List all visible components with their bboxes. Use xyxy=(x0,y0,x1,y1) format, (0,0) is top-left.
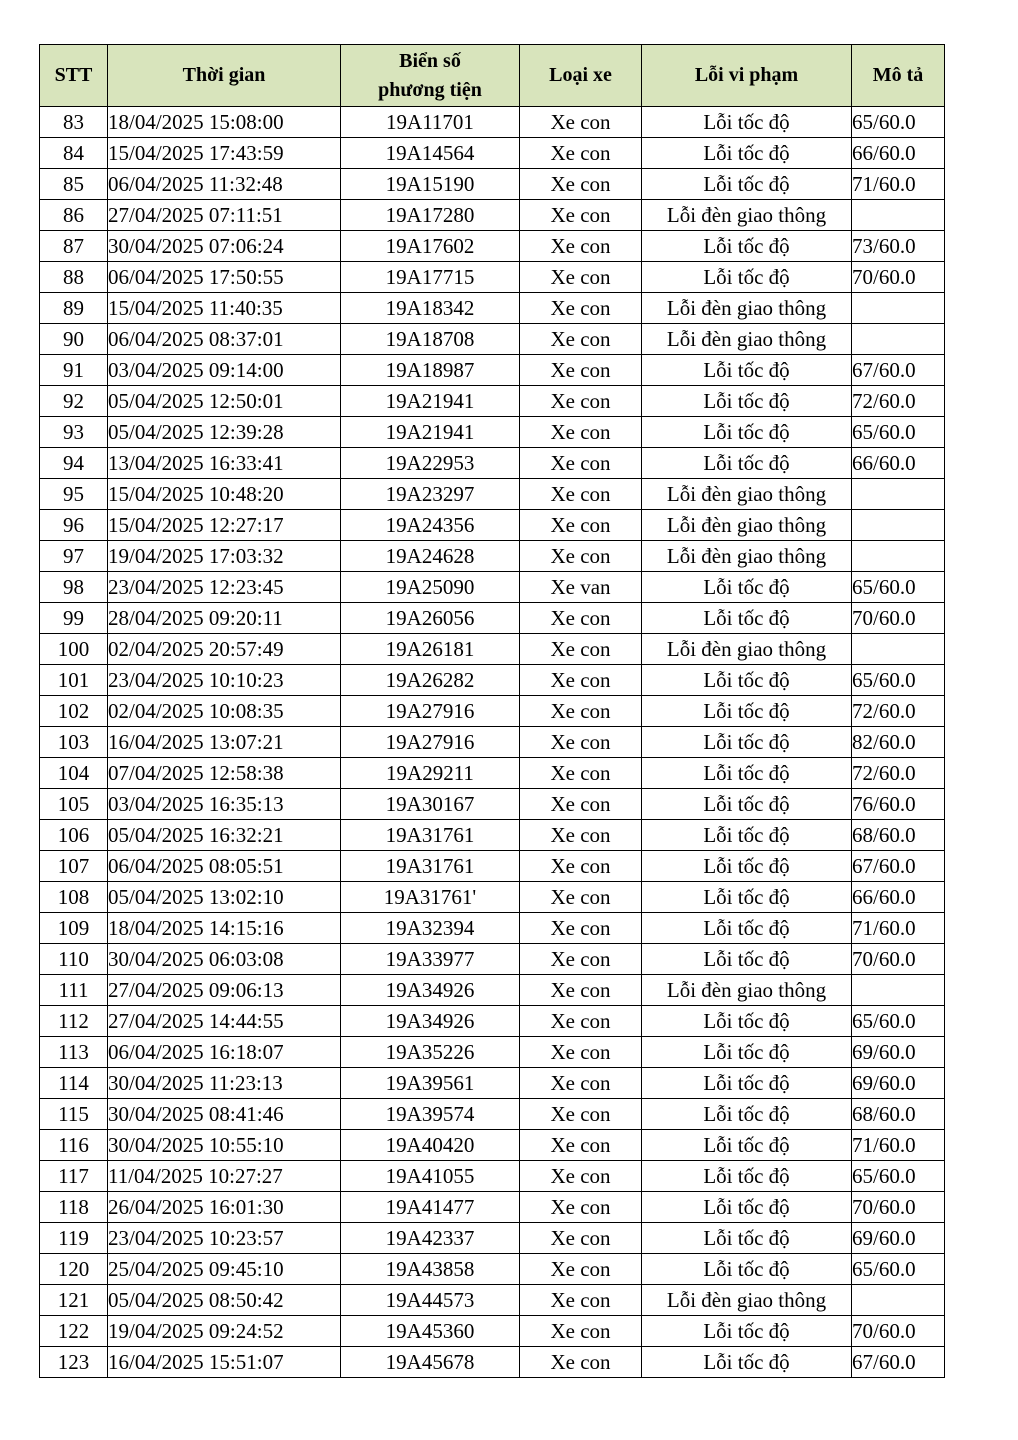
cell-stt: 87 xyxy=(40,231,108,262)
cell-stt: 105 xyxy=(40,789,108,820)
cell-stt: 103 xyxy=(40,727,108,758)
cell-description xyxy=(852,324,945,355)
cell-stt: 121 xyxy=(40,1285,108,1316)
cell-description: 65/60.0 xyxy=(852,572,945,603)
cell-time: 16/04/2025 15:51:07 xyxy=(108,1347,341,1378)
cell-violation: Lỗi tốc độ xyxy=(642,231,852,262)
cell-vehicle-type: Xe con xyxy=(520,355,642,386)
header-row xyxy=(40,45,945,107)
cell-time: 19/04/2025 09:24:52 xyxy=(108,1316,341,1347)
cell-description: 67/60.0 xyxy=(852,851,945,882)
cell-vehicle-type: Xe con xyxy=(520,1347,642,1378)
cell-plate: 19A32394 xyxy=(341,913,520,944)
header-plate xyxy=(341,45,520,107)
cell-violation: Lỗi tốc độ xyxy=(642,882,852,913)
cell-violation: Lỗi đèn giao thông xyxy=(642,200,852,231)
cell-vehicle-type: Xe con xyxy=(520,417,642,448)
cell-description: 65/60.0 xyxy=(852,665,945,696)
cell-plate: 19A34926 xyxy=(341,975,520,1006)
table-row xyxy=(40,572,945,603)
table-row xyxy=(40,758,945,789)
cell-description xyxy=(852,975,945,1006)
table-row xyxy=(40,1068,945,1099)
cell-violation: Lỗi tốc độ xyxy=(642,1099,852,1130)
cell-time: 02/04/2025 10:08:35 xyxy=(108,696,341,727)
cell-time: 15/04/2025 11:40:35 xyxy=(108,293,341,324)
table-row xyxy=(40,634,945,665)
cell-plate: 19A34926 xyxy=(341,1006,520,1037)
table-row xyxy=(40,1006,945,1037)
cell-stt: 98 xyxy=(40,572,108,603)
cell-violation: Lỗi tốc độ xyxy=(642,107,852,138)
cell-violation: Lỗi tốc độ xyxy=(642,262,852,293)
header-vehicle-type: Loại xe xyxy=(520,45,642,107)
header-plate-line2: phương tiện xyxy=(378,78,482,101)
cell-time: 30/04/2025 08:41:46 xyxy=(108,1099,341,1130)
cell-vehicle-type: Xe con xyxy=(520,448,642,479)
cell-violation: Lỗi tốc độ xyxy=(642,944,852,975)
cell-stt: 112 xyxy=(40,1006,108,1037)
cell-time: 11/04/2025 10:27:27 xyxy=(108,1161,341,1192)
cell-time: 05/04/2025 12:50:01 xyxy=(108,386,341,417)
cell-plate: 19A45360 xyxy=(341,1316,520,1347)
cell-violation: Lỗi đèn giao thông xyxy=(642,541,852,572)
cell-time: 07/04/2025 12:58:38 xyxy=(108,758,341,789)
table-row xyxy=(40,1223,945,1254)
cell-violation: Lỗi đèn giao thông xyxy=(642,634,852,665)
cell-stt: 114 xyxy=(40,1068,108,1099)
table-row xyxy=(40,1099,945,1130)
cell-time: 30/04/2025 07:06:24 xyxy=(108,231,341,262)
cell-stt: 85 xyxy=(40,169,108,200)
cell-violation: Lỗi tốc độ xyxy=(642,169,852,200)
cell-violation: Lỗi tốc độ xyxy=(642,913,852,944)
cell-time: 27/04/2025 07:11:51 xyxy=(108,200,341,231)
cell-vehicle-type: Xe con xyxy=(520,603,642,634)
cell-plate: 19A30167 xyxy=(341,789,520,820)
cell-stt: 109 xyxy=(40,913,108,944)
cell-description xyxy=(852,293,945,324)
cell-plate: 19A26056 xyxy=(341,603,520,634)
table-body xyxy=(40,107,945,1378)
cell-vehicle-type: Xe con xyxy=(520,510,642,541)
cell-stt: 108 xyxy=(40,882,108,913)
cell-vehicle-type: Xe con xyxy=(520,479,642,510)
cell-description xyxy=(852,200,945,231)
cell-violation: Lỗi tốc độ xyxy=(642,696,852,727)
cell-vehicle-type: Xe con xyxy=(520,169,642,200)
cell-time: 30/04/2025 11:23:13 xyxy=(108,1068,341,1099)
cell-time: 15/04/2025 17:43:59 xyxy=(108,138,341,169)
cell-description: 65/60.0 xyxy=(852,1254,945,1285)
cell-vehicle-type: Xe con xyxy=(520,1285,642,1316)
cell-stt: 116 xyxy=(40,1130,108,1161)
cell-time: 16/04/2025 13:07:21 xyxy=(108,727,341,758)
table-row xyxy=(40,913,945,944)
cell-violation: Lỗi tốc độ xyxy=(642,417,852,448)
cell-violation: Lỗi tốc độ xyxy=(642,1223,852,1254)
cell-vehicle-type: Xe con xyxy=(520,944,642,975)
table-row xyxy=(40,386,945,417)
cell-violation: Lỗi tốc độ xyxy=(642,789,852,820)
cell-description: 70/60.0 xyxy=(852,603,945,634)
cell-vehicle-type: Xe con xyxy=(520,882,642,913)
header-violation: Lỗi vi phạm xyxy=(642,45,852,107)
cell-time: 15/04/2025 10:48:20 xyxy=(108,479,341,510)
cell-violation: Lỗi tốc độ xyxy=(642,572,852,603)
table-row xyxy=(40,107,945,138)
table-row xyxy=(40,541,945,572)
cell-stt: 110 xyxy=(40,944,108,975)
cell-plate: 19A17280 xyxy=(341,200,520,231)
cell-description: 67/60.0 xyxy=(852,1347,945,1378)
cell-violation: Lỗi đèn giao thông xyxy=(642,324,852,355)
cell-plate: 19A25090 xyxy=(341,572,520,603)
cell-violation: Lỗi tốc độ xyxy=(642,138,852,169)
cell-vehicle-type: Xe con xyxy=(520,634,642,665)
violations-table xyxy=(39,44,945,1378)
cell-time: 05/04/2025 16:32:21 xyxy=(108,820,341,851)
cell-stt: 84 xyxy=(40,138,108,169)
cell-vehicle-type: Xe con xyxy=(520,1254,642,1285)
table-row xyxy=(40,324,945,355)
cell-time: 19/04/2025 17:03:32 xyxy=(108,541,341,572)
cell-violation: Lỗi đèn giao thông xyxy=(642,1285,852,1316)
cell-vehicle-type: Xe con xyxy=(520,231,642,262)
cell-description: 73/60.0 xyxy=(852,231,945,262)
cell-description: 65/60.0 xyxy=(852,1006,945,1037)
cell-description: 68/60.0 xyxy=(852,820,945,851)
table-row xyxy=(40,262,945,293)
table-row xyxy=(40,138,945,169)
cell-vehicle-type: Xe con xyxy=(520,1161,642,1192)
cell-violation: Lỗi tốc độ xyxy=(642,820,852,851)
cell-plate: 19A44573 xyxy=(341,1285,520,1316)
cell-violation: Lỗi đèn giao thông xyxy=(642,510,852,541)
cell-plate: 19A11701 xyxy=(341,107,520,138)
table-row xyxy=(40,1254,945,1285)
cell-time: 30/04/2025 06:03:08 xyxy=(108,944,341,975)
cell-time: 03/04/2025 16:35:13 xyxy=(108,789,341,820)
cell-stt: 97 xyxy=(40,541,108,572)
cell-plate: 19A42337 xyxy=(341,1223,520,1254)
cell-stt: 93 xyxy=(40,417,108,448)
table-row xyxy=(40,944,945,975)
cell-violation: Lỗi tốc độ xyxy=(642,1037,852,1068)
cell-description xyxy=(852,510,945,541)
cell-violation: Lỗi tốc độ xyxy=(642,1192,852,1223)
cell-vehicle-type: Xe con xyxy=(520,1130,642,1161)
cell-stt: 88 xyxy=(40,262,108,293)
cell-plate: 19A17715 xyxy=(341,262,520,293)
cell-violation: Lỗi đèn giao thông xyxy=(642,293,852,324)
cell-description: 65/60.0 xyxy=(852,1161,945,1192)
table-row xyxy=(40,975,945,1006)
cell-violation: Lỗi đèn giao thông xyxy=(642,975,852,1006)
cell-description: 67/60.0 xyxy=(852,355,945,386)
cell-vehicle-type: Xe con xyxy=(520,1037,642,1068)
cell-plate: 19A31761 xyxy=(341,851,520,882)
cell-description: 71/60.0 xyxy=(852,913,945,944)
cell-violation: Lỗi tốc độ xyxy=(642,448,852,479)
cell-plate: 19A22953 xyxy=(341,448,520,479)
cell-plate: 19A24628 xyxy=(341,541,520,572)
table-row xyxy=(40,200,945,231)
table-row xyxy=(40,169,945,200)
cell-description: 76/60.0 xyxy=(852,789,945,820)
cell-violation: Lỗi tốc độ xyxy=(642,727,852,758)
header-stt: STT xyxy=(40,45,108,107)
cell-vehicle-type: Xe con xyxy=(520,696,642,727)
cell-description: 66/60.0 xyxy=(852,882,945,913)
table-row xyxy=(40,510,945,541)
cell-time: 26/04/2025 16:01:30 xyxy=(108,1192,341,1223)
cell-vehicle-type: Xe con xyxy=(520,262,642,293)
cell-plate: 19A45678 xyxy=(341,1347,520,1378)
cell-violation: Lỗi tốc độ xyxy=(642,1347,852,1378)
cell-plate: 19A24356 xyxy=(341,510,520,541)
table-header xyxy=(40,45,945,107)
cell-violation: Lỗi tốc độ xyxy=(642,603,852,634)
cell-stt: 95 xyxy=(40,479,108,510)
cell-time: 06/04/2025 08:05:51 xyxy=(108,851,341,882)
cell-time: 28/04/2025 09:20:11 xyxy=(108,603,341,634)
cell-stt: 113 xyxy=(40,1037,108,1068)
table-row xyxy=(40,696,945,727)
cell-vehicle-type: Xe con xyxy=(520,851,642,882)
table-row xyxy=(40,1037,945,1068)
cell-plate: 19A14564 xyxy=(341,138,520,169)
table-row xyxy=(40,1130,945,1161)
cell-time: 25/04/2025 09:45:10 xyxy=(108,1254,341,1285)
table-row xyxy=(40,603,945,634)
cell-description: 68/60.0 xyxy=(852,1099,945,1130)
cell-description: 65/60.0 xyxy=(852,417,945,448)
cell-plate: 19A31761 xyxy=(341,820,520,851)
cell-vehicle-type: Xe con xyxy=(520,727,642,758)
cell-stt: 106 xyxy=(40,820,108,851)
cell-description: 71/60.0 xyxy=(852,1130,945,1161)
cell-vehicle-type: Xe con xyxy=(520,1316,642,1347)
cell-description xyxy=(852,634,945,665)
cell-violation: Lỗi tốc độ xyxy=(642,1254,852,1285)
cell-violation: Lỗi tốc độ xyxy=(642,1006,852,1037)
cell-time: 27/04/2025 09:06:13 xyxy=(108,975,341,1006)
cell-stt: 123 xyxy=(40,1347,108,1378)
cell-stt: 96 xyxy=(40,510,108,541)
cell-plate: 19A29211 xyxy=(341,758,520,789)
cell-time: 27/04/2025 14:44:55 xyxy=(108,1006,341,1037)
table-row xyxy=(40,355,945,386)
cell-time: 23/04/2025 10:10:23 xyxy=(108,665,341,696)
cell-plate: 19A26181 xyxy=(341,634,520,665)
cell-violation: Lỗi tốc độ xyxy=(642,386,852,417)
cell-plate: 19A26282 xyxy=(341,665,520,696)
cell-stt: 83 xyxy=(40,107,108,138)
cell-vehicle-type: Xe con xyxy=(520,758,642,789)
cell-violation: Lỗi tốc độ xyxy=(642,1161,852,1192)
header-plate-line1: Biển số xyxy=(399,49,461,72)
cell-vehicle-type: Xe con xyxy=(520,1223,642,1254)
cell-time: 06/04/2025 17:50:55 xyxy=(108,262,341,293)
table-row xyxy=(40,1285,945,1316)
header-description: Mô tả xyxy=(852,45,945,107)
header-time: Thời gian xyxy=(108,45,341,107)
table-row xyxy=(40,851,945,882)
cell-time: 06/04/2025 08:37:01 xyxy=(108,324,341,355)
cell-plate: 19A41477 xyxy=(341,1192,520,1223)
cell-time: 23/04/2025 10:23:57 xyxy=(108,1223,341,1254)
table-row xyxy=(40,448,945,479)
cell-plate: 19A18987 xyxy=(341,355,520,386)
table-row xyxy=(40,1192,945,1223)
cell-stt: 122 xyxy=(40,1316,108,1347)
cell-description: 71/60.0 xyxy=(852,169,945,200)
cell-stt: 102 xyxy=(40,696,108,727)
table-row xyxy=(40,820,945,851)
cell-violation: Lỗi tốc độ xyxy=(642,851,852,882)
cell-description: 66/60.0 xyxy=(852,448,945,479)
cell-vehicle-type: Xe con xyxy=(520,665,642,696)
cell-time: 05/04/2025 12:39:28 xyxy=(108,417,341,448)
cell-stt: 94 xyxy=(40,448,108,479)
cell-description: 66/60.0 xyxy=(852,138,945,169)
cell-violation: Lỗi tốc độ xyxy=(642,1130,852,1161)
cell-plate: 19A43858 xyxy=(341,1254,520,1285)
cell-stt: 101 xyxy=(40,665,108,696)
cell-plate: 19A18708 xyxy=(341,324,520,355)
cell-plate: 19A39561 xyxy=(341,1068,520,1099)
cell-description xyxy=(852,541,945,572)
cell-violation: Lỗi đèn giao thông xyxy=(642,479,852,510)
cell-time: 06/04/2025 11:32:48 xyxy=(108,169,341,200)
cell-time: 05/04/2025 08:50:42 xyxy=(108,1285,341,1316)
cell-stt: 117 xyxy=(40,1161,108,1192)
cell-plate: 19A23297 xyxy=(341,479,520,510)
cell-plate: 19A35226 xyxy=(341,1037,520,1068)
cell-violation: Lỗi tốc độ xyxy=(642,355,852,386)
cell-description: 70/60.0 xyxy=(852,262,945,293)
cell-violation: Lỗi tốc độ xyxy=(642,665,852,696)
cell-plate: 19A39574 xyxy=(341,1099,520,1130)
cell-vehicle-type: Xe con xyxy=(520,293,642,324)
cell-description: 69/60.0 xyxy=(852,1068,945,1099)
cell-vehicle-type: Xe con xyxy=(520,1006,642,1037)
cell-time: 06/04/2025 16:18:07 xyxy=(108,1037,341,1068)
cell-time: 18/04/2025 14:15:16 xyxy=(108,913,341,944)
cell-vehicle-type: Xe con xyxy=(520,1068,642,1099)
table-row xyxy=(40,789,945,820)
cell-plate: 19A41055 xyxy=(341,1161,520,1192)
cell-stt: 100 xyxy=(40,634,108,665)
cell-vehicle-type: Xe con xyxy=(520,541,642,572)
cell-plate: 19A18342 xyxy=(341,293,520,324)
cell-plate: 19A27916 xyxy=(341,727,520,758)
cell-time: 02/04/2025 20:57:49 xyxy=(108,634,341,665)
cell-description xyxy=(852,479,945,510)
cell-description: 82/60.0 xyxy=(852,727,945,758)
cell-description: 72/60.0 xyxy=(852,758,945,789)
table-row xyxy=(40,1161,945,1192)
cell-description: 72/60.0 xyxy=(852,696,945,727)
table-row xyxy=(40,417,945,448)
cell-plate: 19A15190 xyxy=(341,169,520,200)
cell-stt: 107 xyxy=(40,851,108,882)
cell-vehicle-type: Xe con xyxy=(520,975,642,1006)
cell-vehicle-type: Xe con xyxy=(520,789,642,820)
cell-stt: 92 xyxy=(40,386,108,417)
table-row xyxy=(40,665,945,696)
cell-vehicle-type: Xe van xyxy=(520,572,642,603)
cell-plate: 19A40420 xyxy=(341,1130,520,1161)
cell-plate: 19A21941 xyxy=(341,386,520,417)
table-row xyxy=(40,882,945,913)
table-row xyxy=(40,293,945,324)
cell-plate: 19A17602 xyxy=(341,231,520,262)
cell-stt: 118 xyxy=(40,1192,108,1223)
cell-description: 72/60.0 xyxy=(852,386,945,417)
table-row xyxy=(40,1347,945,1378)
cell-description xyxy=(852,1285,945,1316)
cell-description: 70/60.0 xyxy=(852,1316,945,1347)
cell-plate: 19A33977 xyxy=(341,944,520,975)
cell-stt: 99 xyxy=(40,603,108,634)
cell-stt: 120 xyxy=(40,1254,108,1285)
cell-description: 65/60.0 xyxy=(852,107,945,138)
cell-plate: 19A21941 xyxy=(341,417,520,448)
cell-vehicle-type: Xe con xyxy=(520,386,642,417)
cell-stt: 119 xyxy=(40,1223,108,1254)
cell-vehicle-type: Xe con xyxy=(520,913,642,944)
cell-description: 69/60.0 xyxy=(852,1037,945,1068)
cell-plate: 19A31761' xyxy=(341,882,520,913)
cell-stt: 91 xyxy=(40,355,108,386)
cell-vehicle-type: Xe con xyxy=(520,107,642,138)
cell-time: 23/04/2025 12:23:45 xyxy=(108,572,341,603)
cell-violation: Lỗi tốc độ xyxy=(642,1316,852,1347)
cell-stt: 104 xyxy=(40,758,108,789)
cell-description: 70/60.0 xyxy=(852,944,945,975)
cell-stt: 90 xyxy=(40,324,108,355)
cell-stt: 115 xyxy=(40,1099,108,1130)
cell-time: 30/04/2025 10:55:10 xyxy=(108,1130,341,1161)
cell-stt: 111 xyxy=(40,975,108,1006)
cell-description: 70/60.0 xyxy=(852,1192,945,1223)
table-row xyxy=(40,479,945,510)
cell-time: 03/04/2025 09:14:00 xyxy=(108,355,341,386)
cell-time: 18/04/2025 15:08:00 xyxy=(108,107,341,138)
cell-violation: Lỗi tốc độ xyxy=(642,758,852,789)
cell-vehicle-type: Xe con xyxy=(520,1192,642,1223)
cell-time: 15/04/2025 12:27:17 xyxy=(108,510,341,541)
cell-stt: 89 xyxy=(40,293,108,324)
table-row xyxy=(40,727,945,758)
cell-stt: 86 xyxy=(40,200,108,231)
cell-vehicle-type: Xe con xyxy=(520,820,642,851)
cell-time: 13/04/2025 16:33:41 xyxy=(108,448,341,479)
cell-description: 69/60.0 xyxy=(852,1223,945,1254)
cell-violation: Lỗi tốc độ xyxy=(642,1068,852,1099)
cell-vehicle-type: Xe con xyxy=(520,200,642,231)
cell-vehicle-type: Xe con xyxy=(520,138,642,169)
cell-time: 05/04/2025 13:02:10 xyxy=(108,882,341,913)
table-row xyxy=(40,1316,945,1347)
cell-vehicle-type: Xe con xyxy=(520,1099,642,1130)
cell-vehicle-type: Xe con xyxy=(520,324,642,355)
table-row xyxy=(40,231,945,262)
cell-plate: 19A27916 xyxy=(341,696,520,727)
